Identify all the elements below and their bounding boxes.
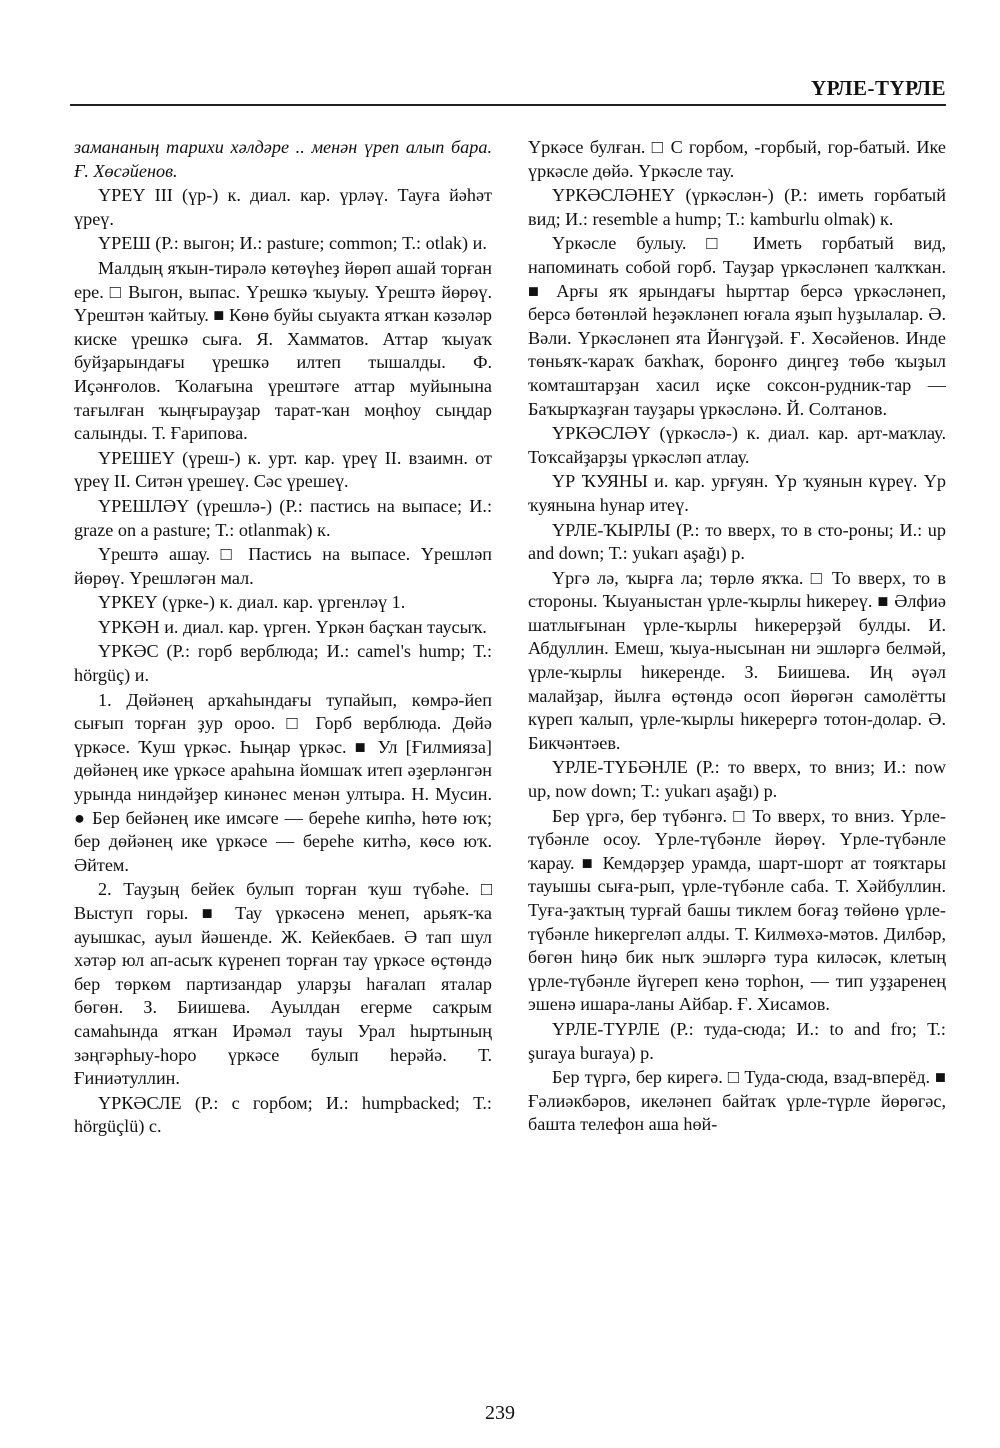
dictionary-paragraph: 1. Дөйәнең арҡаһындағы тупайып, көмрә-йеп сығып торған ҙур ороо. □ Горб верблюда. Дөйә үркәсе. Ҡуш үркәс. Һыңар үркәс. ■ Ул [Ғилмияза] дөйәнең ике үркәсе араһына йомшаҡ итеп әҙерләнгән урында ниндәйҙер кинәнес менән ултыра. Н. Мусин. ● Бер бейәнең ике имсәге — береһе кипһә, һөтө юҡ; бер дөйәнең ике үркәсе — береһе китһә, көсө юҡ. Әйтем. bbox=[74, 689, 492, 875]
right-column bbox=[528, 136, 946, 1138]
dictionary-paragraph: Үркәсле булыу. □ Иметь горбатый вид, напоминать собой горб. Тауҙар үркәсләнеп ҡалҡҡан. ■ Арғы яҡ ярындағы һырттар берсә үркәсләнеп, берсә бөтөнләй һеҙәкләнеп юғала яҙып һуҙылалар. Ә. Вәли. Үркәсләнеп ята Йәнгүҙәй. Ғ. Хөсәйенов. Инде төньяҡ-ҡараҡ баҡһаҡ, боронғо диңгеҙ төбө ҡыҙыл ҡомташтарҙан хасил иҫке сoксон-рудник-тар — Баҡырҡаҙған тауҙары үркәсләнә. Й. Солтанов. bbox=[528, 233, 946, 419]
page-number: 239 bbox=[485, 1402, 515, 1424]
dictionary-paragraph: ҮРЛЕ-ҠЫРЛЫ (Р.: то вверх, то в сто-роны; И.: up and down; Т.: yukarı aşağı) р. bbox=[528, 519, 946, 564]
dictionary-paragraph: замананың тарихи хәлдәре .. менән үреп алып бара. Ғ. Хөсәйенов. bbox=[74, 137, 492, 181]
dictionary-paragraph: Үркәсе булған. □ С горбом, -горбый, гор-батый. Ике үркәсле дөйә. Үркәсле тау. bbox=[528, 137, 946, 181]
dictionary-paragraph: ҮРЕШ (Р.: выгон; И.: pasture; common; Т.: otlak) и. bbox=[98, 233, 487, 254]
dictionary-paragraph: ҮРКӘСЛӘНЕҮ (үркәслән-) (Р.: иметь горбатый вид; И.: resemble a hump; Т.: kamburlu olmak) к. bbox=[528, 185, 946, 229]
page-header bbox=[70, 76, 946, 106]
running-head: ҮРЛЕ-ТҮРЛЕ bbox=[811, 76, 946, 100]
dictionary-paragraph: Бер үргә, бер түбәнгә. □ То вверх, то вниз. Үрле-түбәнле осоу. Үрле-түбәнле йөрөү. Үрле-түбәнле ҡарау. ■ Кемдәрҙер урамда, шарт-шорт ат тояҡтары тауышы сығa-рып, үрле-түбәнле саба. Т. Хәйбуллин. Туға-ҙаҡтың турғай башы тиклем боғаҙ төйөнө үрле-түбәнле һикергеләп алды. Т. Килмөхә-мәтов. Дилбәр, бөгөн һиңә бик ныҡ эшләргә тура киләсәк, клетың үрле-түбәнле йүгереп кенә торһон, — тип уҙҙаренең эшенә ишара-ланы Айбар. Ғ. Хисамов. bbox=[528, 805, 946, 1015]
dictionary-paragraph: ҮРКӘС (Р.: горб верблюда; И.: camel's hump; Т.: hörgüç) и. bbox=[74, 641, 492, 686]
dictionary-paragraph: Үрештә ашау. □ Пастись на выпасе. Үрешләп йөрөү. Үрешләгән мал. bbox=[74, 544, 492, 588]
dictionary-paragraph: ҮРКӘСЛӘҮ (үркәслә-) к. диал. кар. арт-маҡлау. Тоҡсайҙарҙы үркәсләп атлау. bbox=[528, 423, 946, 467]
dictionary-paragraph: ҮРЕШЕҮ (үреш-) к. урт. кар. үреү II. взаимн. от үреү II. Ситән үрешеү. Сәс үрешеү. bbox=[74, 447, 492, 492]
left-column bbox=[74, 136, 492, 1140]
dictionary-paragraph: ҮР ҠУЯНЫ и. кар. урғуян. Үр ҡуянын күреү. Үр ҡуянына һунар итеү. bbox=[528, 471, 946, 515]
dictionary-paragraph: ҮРКЕҮ (үрке-) к. диал. кар. үргенләү 1. bbox=[98, 592, 406, 613]
dictionary-paragraph: Бер түргә, бер кирегә. □ Туда-сюда, взад-вперёд. ■ Ғәлиәкбәров, икеләнеп байтаҡ үрле-түрле йөрөгәс, башта телефон аша һөй- bbox=[528, 1067, 946, 1135]
dictionary-paragraph: Малдың яҡын-тирәлә көтөүһеҙ йөрөп ашай торған ере. □ Выгон, выпас. Үрешкә ҡыуыу. Үрештә йөрөү. Үрештән ҡайтыу. ■ Көнө буйы сыуакта ятҡан кәзәләр киске үрешкә сыға. Я. Хамматов. Аттар ҡыуаҡ буйҙарындағы үрешкә илтеп тышалды. Ф. Иҫәнғолов. Ҡолағына үрештәге аттар муйынына тағылған ҡыңғырауҙар тарат-ҡан моңһоу сыңдар салынды. Т. Ғарипова. bbox=[74, 257, 492, 444]
dictionary-paragraph: ҮРЕҮ III (үр-) к. диал. кар. үрләү. Тауға йәһәт үреү. bbox=[74, 185, 492, 229]
dictionary-paragraph: ҮРЛЕ-ТҮБӘНЛЕ (Р.: то вверх, то вниз; И.: now up, now down; Т.: yukarı aşağı) р. bbox=[528, 757, 946, 802]
dictionary-paragraph: ҮРКӘСЛЕ (Р.: с горбом; И.: humpbacked; Т.: hörgüçlü) с. bbox=[74, 1092, 492, 1137]
dictionary-paragraph: Үргә лә, ҡырға ла; төрлө яҡҡа. □ То вверх, то в стороны. Ҡыуаныстан үрле-ҡырлы һикереү. ■ Әлфиә шатлығынан үрле-ҡырлы һикерерҙәй булды. И. Абдуллин. Емеш, ҡыуа-нысынан ни эшләргә белмәй, үрле-ҡырлы һикеренде. З. Биишева. Иң әүәл малайҙар, йылға өҫтөндә осоп йөрөгән самолётты күреп ҡалып, үрле-ҡырлы һикерергә тотон-долар. Ә. Бикчәнтәев. bbox=[528, 567, 946, 753]
dictionary-paragraph: ҮРЛЕ-ТҮРЛЕ (Р.: туда-сюда; И.: to and fro; Т.: şuraya buraya) р. bbox=[528, 1018, 946, 1063]
dictionary-paragraph: ҮРЕШЛӘҮ (үрешлә-) (Р.: пастись на выпасе; И.: graze on a pasture; Т.: otlanmak) к. bbox=[74, 495, 492, 540]
dictionary-paragraph: 2. Тауҙың бейек булып торған ҡуш түбәһе. □ Выступ горы. ■ Тау үркәсенә менеп, арьяҡ-ҡа ауышкас, ауыл йәшенде. Ж. Кейекбаев. Ә тап шул хәтәр юл ап-асыҡ күренеп торған тау үркәсе өҫтөндә бер төркөм партизандар уларҙы һағалап яталар бөгөн. З. Биишева. Ауылдан егерме саҡрым самаһында ятҡан Ирәмәл тауы Урал һыртының зәңгәрһыу-һоро үркәсе булып һерәйә. Т. Ғиниәтуллин. bbox=[74, 879, 492, 1089]
dictionary-paragraph: ҮРКӘН и. диал. кар. үрген. Үркән баҫҡан таусыҡ. bbox=[98, 616, 487, 637]
